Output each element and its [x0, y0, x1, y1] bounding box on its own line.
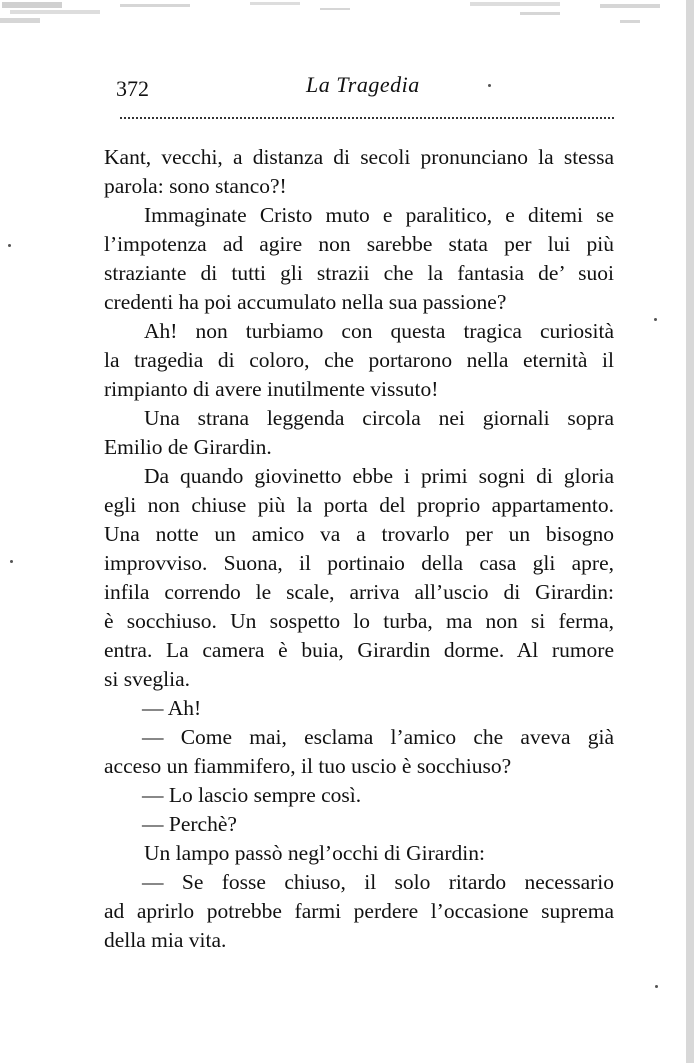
dialogue-line: — Se fosse chiuso, il solo ritardo necessario — [142, 870, 614, 894]
dialogue-line: — Lo lascio sempre così. — [142, 783, 362, 807]
dialogue-line: — Ah! — [142, 696, 202, 720]
text-line: ad aprirlo potrebbe farmi perdere l’occasione suprema — [104, 899, 614, 923]
text-line: si sveglia. — [104, 667, 190, 691]
text-line: infila correndo le scale, arriva all’uscio di Girardin: — [104, 580, 614, 604]
scan-speck — [8, 244, 11, 247]
scan-speck — [10, 560, 13, 563]
scan-speck — [654, 318, 657, 321]
text-line: straziante di tutti gli strazii che la fantasia de’ suoi — [104, 261, 614, 285]
dialogue-line: — Perchè? — [142, 812, 237, 836]
page-edge-shadow — [686, 0, 694, 1063]
text-line: improvviso. Suona, il portinaio della casa gli apre, — [104, 551, 614, 575]
dialogue-line: — Come mai, esclama l’amico che aveva già — [142, 725, 614, 749]
scan-speck — [488, 84, 491, 87]
text-line: Kant, vecchi, a distanza di secoli pronunciano la stessa — [104, 145, 614, 169]
text-line: è socchiuso. Un sospetto lo turba, ma non si ferma, — [104, 609, 614, 633]
text-line: Ah! non turbiamo con questa tragica curiosità — [144, 319, 614, 343]
text-line: Immaginate Cristo muto e paralitico, e ditemi se — [144, 203, 614, 227]
text-line: rimpianto di avere inutilmente vissuto! — [104, 377, 439, 401]
text-line: Una notte un amico va a trovarlo per un bisogno — [104, 522, 614, 546]
text-line: egli non chiuse più la porta del proprio appartamento. — [104, 493, 614, 517]
page-number: 372 — [116, 76, 149, 101]
scan-noise-top — [0, 0, 694, 40]
text-line: Un lampo passò negl’occhi di Girardin: — [144, 841, 485, 865]
text-line: la tragedia di coloro, che portarono nella eternità il — [104, 348, 614, 372]
text-line: Una strana leggenda circola nei giornali sopra — [144, 406, 614, 430]
text-line: della mia vita. — [104, 928, 227, 952]
text-line: Emilio de Girardin. — [104, 435, 272, 459]
text-line: entra. La camera è buia, Girardin dorme. Al rumore — [104, 638, 614, 662]
text-line: Da quando giovinetto ebbe i primi sogni di gloria — [144, 464, 614, 488]
running-title: La Tragedia — [306, 72, 420, 97]
scan-speck — [655, 985, 658, 988]
header-rule — [120, 117, 614, 119]
body-text — [104, 143, 614, 955]
page-header — [0, 72, 694, 104]
text-line: acceso un fiammifero, il tuo uscio è socchiuso? — [104, 754, 512, 778]
text-line: parola: sono stanco?! — [104, 174, 287, 198]
text-line: l’impotenza ad agire non sarebbe stata per lui più — [104, 232, 614, 256]
text-line: credenti ha poi accumulato nella sua passione? — [104, 290, 507, 314]
